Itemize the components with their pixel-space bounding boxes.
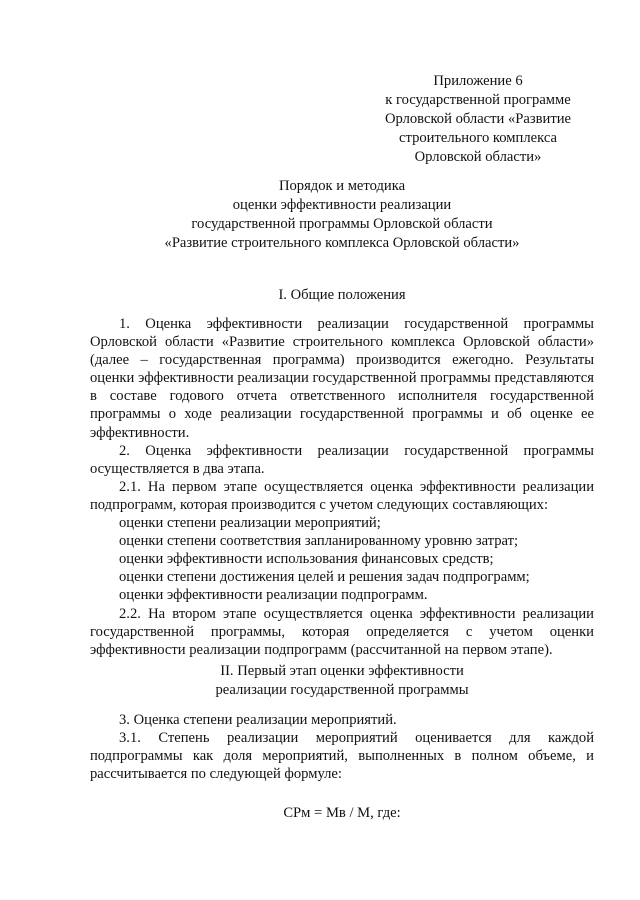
section-body-general bbox=[90, 315, 594, 659]
appendix-line: Орловской области» bbox=[414, 149, 542, 165]
appendix-line: Орловской области «Развитие bbox=[384, 111, 572, 127]
paragraph: 3. Оценка степени реализации мероприятий. bbox=[119, 712, 397, 728]
appendix-line: Приложение 6 bbox=[433, 73, 523, 89]
title-line: оценки эффективности реализации bbox=[232, 197, 452, 213]
title-line: «Развитие строительного комплекса Орловской области» bbox=[164, 235, 520, 251]
appendix-line: строительного комплекса bbox=[399, 130, 557, 146]
title-line: государственной программы Орловской области bbox=[191, 216, 493, 232]
section-heading-first-stage bbox=[90, 662, 594, 700]
list-item: оценки эффективности использования финансовых средств; bbox=[119, 551, 494, 568]
paragraph: 2.1. На первом этапе осуществляется оценка эффективности реализации подпрограмм, которая производится с учетом следующих составляющих: bbox=[90, 478, 594, 513]
title-line: Порядок и методика bbox=[278, 178, 406, 194]
appendix-header bbox=[362, 72, 594, 167]
list-item: оценки степени реализации мероприятий; bbox=[119, 515, 381, 532]
list-item: оценки степени достижения целей и решения задач подпрограмм; bbox=[119, 569, 530, 586]
paragraph: 1. Оценка эффективности реализации государственной программы Орловской области «Развитие строительного комплекса Орловской области» (далее – государственная программа) производится ежегодно. Результаты оценки эффективности реализации государственной программы представляются в составе годового отчета ответственного исполнителя государственной программы о ходе реализации государственной программы и об оценке ее эффективности. bbox=[90, 316, 594, 441]
section-heading-line: реализации государственной программы bbox=[215, 682, 469, 698]
paragraph: 2. Оценка эффективности реализации государственной программы осуществляется в два этапа. bbox=[90, 442, 594, 477]
section-heading-text: I. Общие положения bbox=[278, 287, 406, 303]
section-body-first-stage bbox=[90, 711, 594, 783]
paragraph: 3.1. Степень реализации мероприятий оценивается для каждой подпрограммы как доля мероприятий, выполненных в полном объеме, и рассчитывается по следующей формуле: bbox=[90, 730, 594, 783]
list-item: оценки эффективности реализации подпрограмм. bbox=[119, 587, 428, 604]
formula: СРм = Мв / М, где: bbox=[283, 805, 401, 821]
appendix-line: к государственной программе bbox=[385, 92, 571, 108]
section-heading-general bbox=[90, 286, 594, 305]
section-heading-line: II. Первый этап оценки эффективности bbox=[220, 663, 464, 679]
list-item: оценки степени соответствия запланированному уровню затрат; bbox=[119, 533, 519, 550]
document-title bbox=[90, 177, 594, 253]
paragraph: 2.2. На втором этапе осуществляется оценка эффективности реализации государственной программы, которая определяется с учетом оценки эффективности реализации подпрограмм (рассчитанной на первом этапе). bbox=[90, 605, 594, 658]
